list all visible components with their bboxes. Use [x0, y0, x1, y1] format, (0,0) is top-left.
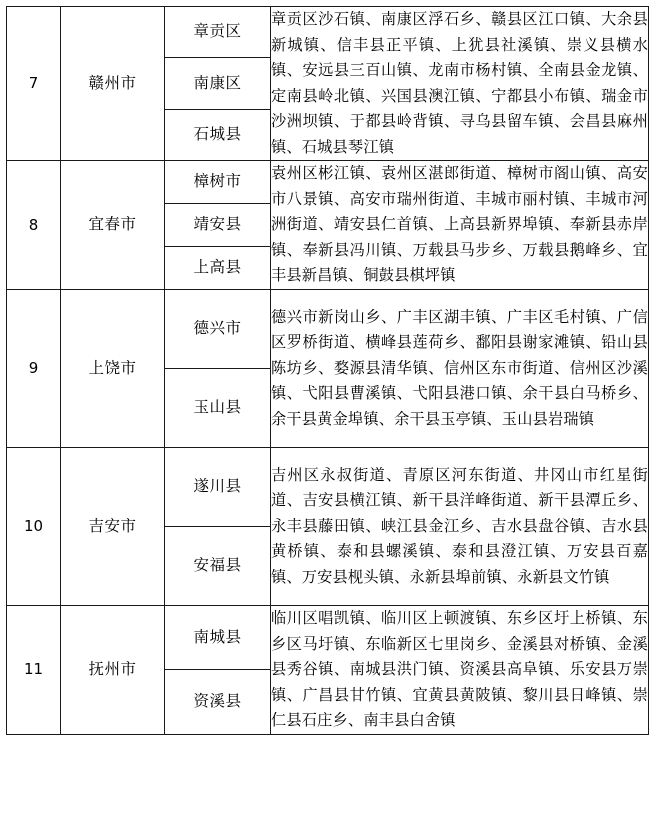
row-city: 宜春市 — [61, 161, 165, 290]
row-district: 樟树市 — [165, 161, 271, 204]
row-towns: 临川区唱凯镇、临川区上顿渡镇、东乡区圩上桥镇、东乡区马圩镇、东临新区七里岗乡、金溪县对桥镇、金溪县秀谷镇、南城县洪门镇、资溪县高阜镇、乐安县万崇镇、广昌县甘竹镇、宜黄县黄陂镇、黎川县日峰镇、崇仁县石庄乡、南丰县白舍镇 — [271, 606, 649, 735]
row-index: 7 — [7, 7, 61, 161]
table-row — [7, 448, 649, 527]
row-towns: 吉州区永叔街道、青原区河东街道、井冈山市红星街道、吉安县横江镇、新干县洋峰街道、新干县潭丘乡、永丰县藤田镇、峡江县金江乡、吉水县盘谷镇、吉水县黄桥镇、泰和县螺溪镇、泰和县澄江镇、万安县百嘉镇、万安县枧头镇、永新县埠前镇、永新县文竹镇 — [271, 448, 649, 606]
row-district: 南城县 — [165, 606, 271, 670]
row-district: 章贡区 — [165, 7, 271, 58]
row-towns: 德兴市新岗山乡、广丰区湖丰镇、广丰区毛村镇、广信区罗桥街道、横峰县莲荷乡、鄱阳县谢家滩镇、铅山县陈坊乡、婺源县清华镇、信州区东市街道、信州区沙溪镇、弋阳县曹溪镇、弋阳县港口镇、余干县白马桥乡、余干县黄金埠镇、余干县玉亭镇、玉山县岩瑞镇 — [271, 290, 649, 448]
row-district: 靖安县 — [165, 204, 271, 247]
row-district: 石城县 — [165, 109, 271, 160]
row-district: 安福县 — [165, 527, 271, 606]
row-city: 上饶市 — [61, 290, 165, 448]
row-city: 抚州市 — [61, 606, 165, 735]
row-district: 南康区 — [165, 58, 271, 109]
table-row — [7, 7, 649, 58]
table-row — [7, 290, 649, 369]
row-index: 8 — [7, 161, 61, 290]
row-district: 玉山县 — [165, 369, 271, 448]
row-district: 遂川县 — [165, 448, 271, 527]
row-towns: 章贡区沙石镇、南康区浮石乡、赣县区江口镇、大余县新城镇、信丰县正平镇、上犹县社溪镇、崇义县横水镇、安远县三百山镇、龙南市杨村镇、全南县金龙镇、定南县岭北镇、兴国县澳江镇、宁都县小布镇、瑞金市沙洲坝镇、于都县岭背镇、寻乌县留车镇、会昌县麻州镇、石城县琴江镇 — [271, 7, 649, 161]
table-row — [7, 606, 649, 670]
row-index: 11 — [7, 606, 61, 735]
row-district: 德兴市 — [165, 290, 271, 369]
region-table — [6, 6, 649, 735]
table-row — [7, 161, 649, 204]
row-city: 吉安市 — [61, 448, 165, 606]
row-city: 赣州市 — [61, 7, 165, 161]
row-index: 9 — [7, 290, 61, 448]
row-index: 10 — [7, 448, 61, 606]
row-towns: 袁州区彬江镇、袁州区湛郎街道、樟树市阁山镇、高安市八景镇、高安市瑞州街道、丰城市丽村镇、丰城市河洲街道、靖安县仁首镇、上高县新界埠镇、奉新县赤岸镇、奉新县冯川镇、万载县马步乡、万载县鹅峰乡、宜丰县新昌镇、铜鼓县棋坪镇 — [271, 161, 649, 290]
row-district: 资溪县 — [165, 670, 271, 734]
table-body — [7, 7, 649, 735]
row-district: 上高县 — [165, 247, 271, 290]
